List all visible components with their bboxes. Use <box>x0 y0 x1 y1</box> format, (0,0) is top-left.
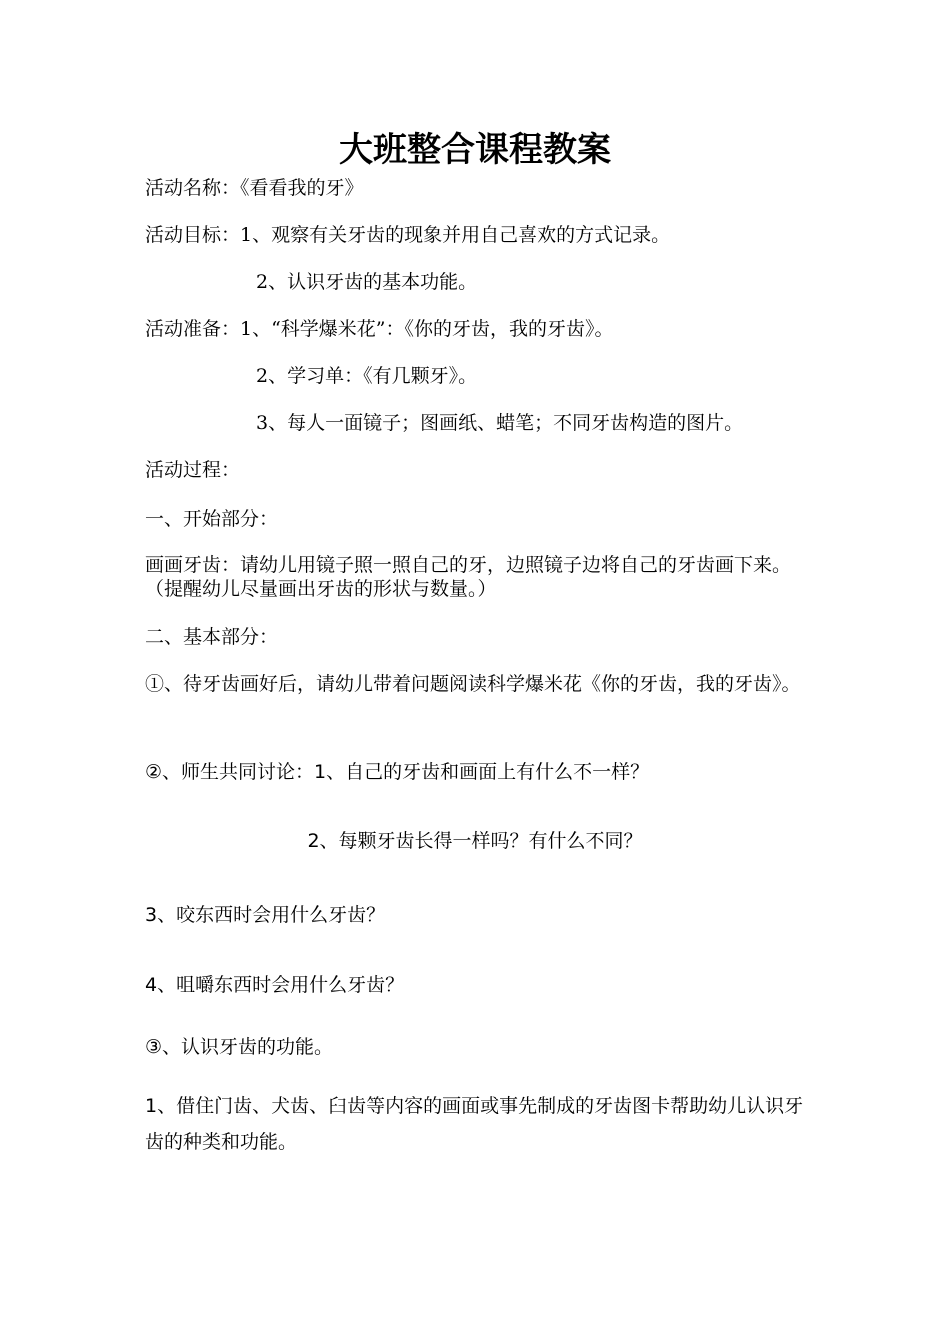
question-2: 2、每颗牙齿长得一样吗？有什么不同？ <box>307 830 643 852</box>
part1-text: 画画牙齿：请幼儿用镜子照一照自己的牙，边照镜子边将自己的牙齿画下来。（提醒幼儿尽量画出牙齿的形状与数量。） <box>145 554 792 600</box>
activity-prep-2: 2、学习单：《有几颗牙》。 <box>256 365 478 387</box>
question-4: 4、咀嚼东西时会用什么牙齿？ <box>145 974 405 996</box>
part1-heading: 一、开始部分： <box>145 508 279 530</box>
step2-text: ②、师生共同讨论：1、自己的牙齿和画面上有什么不一样？ <box>145 761 650 783</box>
process-heading: 活动过程： <box>145 459 241 481</box>
activity-name: 活动名称：《看看我的牙》 <box>145 177 364 199</box>
activity-prep-3: 3、每人一面镜子；图画纸、蜡笔；不同牙齿构造的图片。 <box>256 412 744 434</box>
step3-text: ③、认识牙齿的功能。 <box>145 1036 334 1058</box>
document-title: 大班整合课程教案 <box>339 130 611 170</box>
activity-prep-1: 活动准备：1、“科学爆米花”：《你的牙齿，我的牙齿》。 <box>145 318 614 340</box>
activity-goal-2: 2、认识牙齿的基本功能。 <box>256 271 478 293</box>
question-3: 3、咬东西时会用什么牙齿？ <box>145 904 386 926</box>
part2-heading: 二、基本部分： <box>145 626 279 648</box>
step1-text: ①、待牙齿画好后，请幼儿带着问题阅读科学爆米花《你的牙齿，我的牙齿》。 <box>145 673 801 695</box>
step3-item1: 1、借住门齿、犬齿、臼齿等内容的画面或事先制成的牙齿图卡帮助幼儿认识牙齿的种类和功能。 <box>145 1095 804 1153</box>
activity-goal-1: 活动目标：1、观察有关牙齿的现象并用自己喜欢的方式记录。 <box>145 224 671 246</box>
